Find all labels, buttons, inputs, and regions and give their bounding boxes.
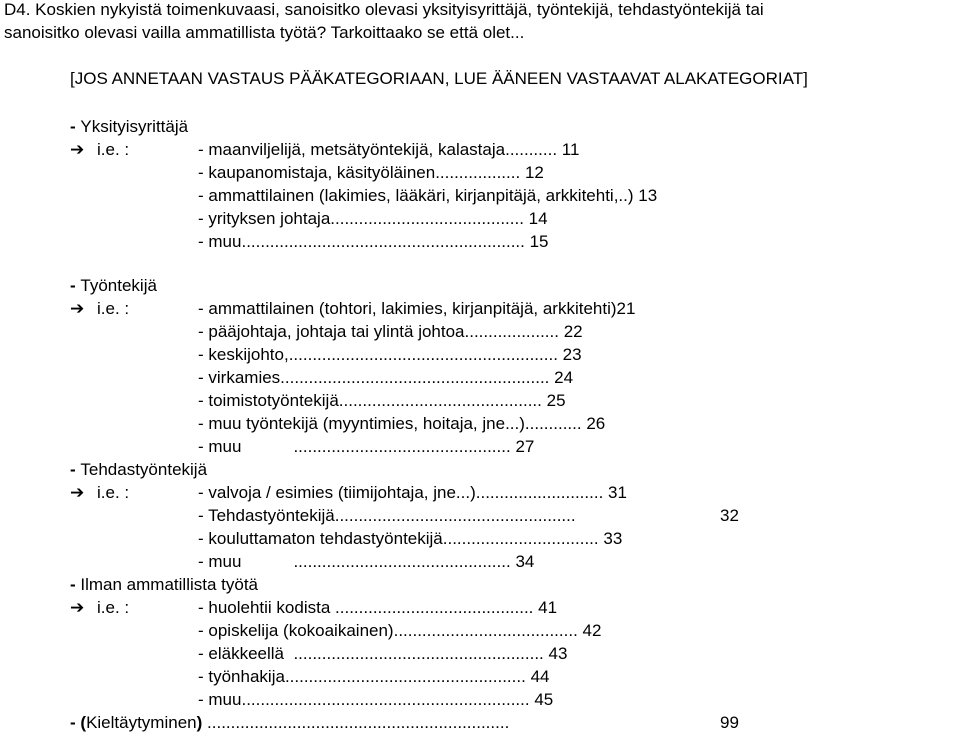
list-item: - ammattilainen (lakimies, lääkäri, kirjanpitäjä, arkkitehti,..) 13 [198,186,658,205]
ie-label: i.e. : [97,299,130,318]
list-item: - ammattilainen (tohtori, lakimies, kirjanpitäjä, arkkitehti)21 [198,299,636,318]
right-arrow-icon: ➔ [70,598,85,618]
ie-label: i.e. : [97,598,130,617]
ie-label: i.e. : [97,483,130,502]
refusal-option: - (Kieltäytyminen) ................................................................ [70,713,510,732]
list-item: - virkamies......................................................... 24 [198,368,574,387]
list-item-code: 32 [720,506,739,525]
list-item: - opiskelija (kokoaikainen)....................................... 42 [198,621,602,640]
list-item: - muu työntekijä (myyntimies, hoitaja, jne...)............ 26 [198,414,606,433]
category-heading-tyontekija: - Työntekijä [70,276,157,295]
question-text-line-2: sanoisitko olevasi vailla ammatillista työtä? Tarkoittaako se että olet... [4,23,525,42]
list-item: - eläkkeellä ..................................................... 43 [198,644,568,663]
list-item: - muu .............................................. 34 [198,552,535,571]
category-heading-yksityisyrittaja: - Yksityisyrittäjä [70,117,189,136]
ie-label: i.e. : [97,140,130,159]
list-item: - kouluttamaton tehdastyöntekijä................................. 33 [198,529,623,548]
list-item: - valvoja / esimies (tiimijohtaja, jne...)........................... 31 [198,483,627,502]
list-item: - pääjohtaja, johtaja tai ylintä johtoa.................... 22 [198,322,583,341]
interviewer-instruction: [JOS ANNETAAN VASTAUS PÄÄKATEGORIAAN, LUE ÄÄNEEN VASTAAVAT ALAKATEGORIAT] [70,69,808,88]
right-arrow-icon: ➔ [70,299,85,319]
right-arrow-icon: ➔ [70,483,85,503]
list-item: - kaupanomistaja, käsityöläinen.................. 12 [198,163,544,182]
list-item: - työnhakija................................................... 44 [198,667,550,686]
list-item: - yrityksen johtaja......................................... 14 [198,209,548,228]
list-item: - Tehdastyöntekijä................................................... [198,506,576,525]
list-item: - muu............................................................ 15 [198,232,549,251]
refusal-code: 99 [720,713,739,732]
list-item: - muu .............................................. 27 [198,437,535,456]
list-item: - toimistotyöntekijä........................................... 25 [198,391,566,410]
list-item: - muu............................................................. 45 [198,690,554,709]
right-arrow-icon: ➔ [70,140,85,160]
list-item: - maanviljelijä, metsätyöntekijä, kalastaja........... 11 [198,140,580,159]
category-heading-tehdastyontekija: - Tehdastyöntekijä [70,460,208,479]
list-item: - huolehtii kodista .......................................... 41 [198,598,558,617]
question-text-line-1: D4. Koskien nykyistä toimenkuvaasi, sanoisitko olevasi yksityisyrittäjä, työntekijä, tehdastyöntekijä tai [4,0,764,19]
list-item: - keskijohto,......................................................... 23 [198,345,582,364]
category-heading-ilman-ammatillista-tyota: - Ilman ammatillista työtä [70,575,259,594]
